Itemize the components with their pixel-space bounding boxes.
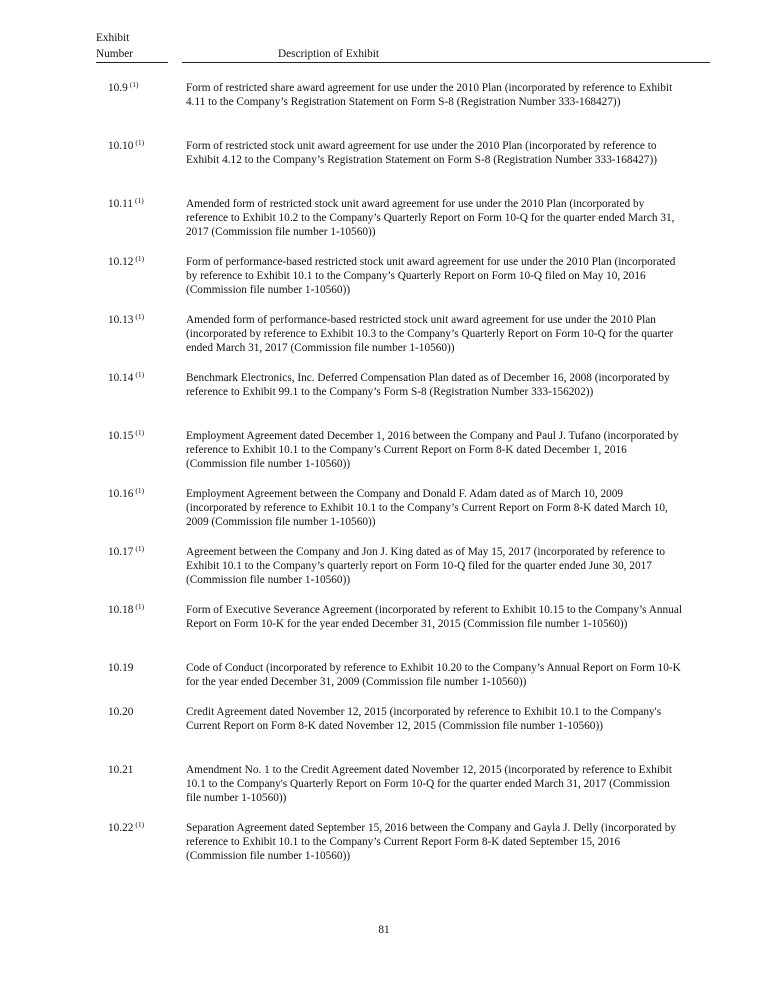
exhibit-number	[108, 371, 178, 385]
exhibit-number-value: 10.13	[108, 314, 134, 326]
exhibit-header-line1: Exhibit	[96, 32, 130, 44]
exhibit-number	[108, 763, 178, 777]
exhibit-number	[108, 255, 178, 269]
exhibit-description: Employment Agreement dated December 1, 2016 between the Company and Paul J. Tufano (incorporated by reference to Exhibit 10.1 to the Company’s Current Report on Form 8-K dated December 1, 2016 (Commission file number 1-10560))	[186, 430, 679, 470]
exhibit-number-value: 10.15	[108, 430, 134, 442]
exhibit-description: Employment Agreement between the Company and Donald F. Adam dated as of March 10, 2009 (incorporated by reference to Exhibit 10.1 to the Company’s Current Report on Form 8-K dated March 10, 2009 (Commission file number 1-10560))	[186, 488, 668, 528]
exhibit-row	[0, 487, 768, 545]
page-number: 81	[378, 924, 390, 936]
exhibit-number	[108, 821, 178, 835]
exhibit-number-value: 10.18	[108, 604, 134, 616]
exhibit-row	[0, 81, 768, 139]
exhibit-footnote-marker: (1)	[135, 486, 145, 495]
exhibit-number-value: 10.20	[108, 706, 134, 718]
description-header-label: Description of Exhibit	[278, 48, 380, 60]
exhibit-number-value: 10.17	[108, 546, 134, 558]
exhibit-number	[108, 603, 178, 617]
exhibit-table-header	[96, 31, 710, 65]
exhibit-description: Separation Agreement dated September 15, 2016 between the Company and Gayla J. Delly (incorporated by reference to Exhibit 10.1 to the Company’s Current Report Form 8-K dated September 15, 2016 (Commission file number 1-10560))	[186, 822, 677, 862]
exhibit-description: Benchmark Electronics, Inc. Deferred Compensation Plan dated as of December 16, 2008 (incorporated by reference to Exhibit 99.1 to the Company’s Form S-8 (Registration Number 333-156202))	[186, 372, 670, 398]
exhibit-description: Amendment No. 1 to the Credit Agreement dated November 12, 2015 (incorporated by reference to Exhibit 10.1 to the Company's Quarterly Report on Form 10-Q for the quarter ended March 31, 2017 (Commission file number 1-10560))	[186, 764, 672, 804]
exhibit-number	[108, 197, 178, 211]
exhibit-row	[0, 763, 768, 821]
exhibit-number	[108, 545, 178, 559]
exhibit-number	[108, 429, 178, 443]
exhibit-description: Form of restricted share award agreement for use under the 2010 Plan (incorporated by reference to Exhibit 4.11 to the Company’s Registration Statement on Form S-8 (Registration Number 333-168427))	[186, 82, 673, 108]
description-column-header	[182, 47, 710, 63]
exhibit-row	[0, 603, 768, 661]
exhibit-number-column-header	[96, 31, 168, 63]
exhibit-number	[108, 313, 178, 327]
exhibit-description: Amended form of restricted stock unit award agreement for use under the 2010 Plan (incorporated by reference to Exhibit 10.2 to the Company’s Quarterly Report on Form 10-Q for the quarter ended March 31, 2017 (Commission file number 1-10560))	[186, 198, 675, 238]
exhibit-description: Form of restricted stock unit award agreement for use under the 2010 Plan (incorporated by reference to Exhibit 4.12 to the Company’s Registration Statement on Form S-8 (Registration Number 333-168427))	[186, 140, 657, 166]
exhibit-number-value: 10.16	[108, 488, 134, 500]
exhibit-number-value: 10.9	[108, 82, 128, 94]
exhibit-footnote-marker: (1)	[135, 254, 145, 263]
exhibit-number-value: 10.22	[108, 822, 134, 834]
exhibit-row	[0, 197, 768, 255]
exhibit-row	[0, 661, 768, 705]
exhibit-number	[108, 81, 178, 95]
exhibit-row	[0, 545, 768, 603]
exhibit-description: Amended form of performance-based restricted stock unit award agreement for use under the 2010 Plan (incorporated by reference to Exhibit 10.3 to the Company’s Quarterly Report on Form 10-Q for the quarter ended March 31, 2017 (Commission file number 1-10560))	[186, 314, 674, 354]
exhibit-row	[0, 371, 768, 429]
exhibit-number	[108, 705, 178, 719]
exhibit-row	[0, 255, 768, 313]
exhibit-number-value: 10.19	[108, 662, 134, 674]
exhibit-footnote-marker: (1)	[135, 820, 145, 829]
exhibit-header-line2: Number	[96, 47, 168, 63]
exhibit-description: Form of performance-based restricted stock unit award agreement for use under the 2010 Plan (incorporated by reference to Exhibit 10.1 to the Company’s Quarterly Report on Form 10-Q filed on May 10, 2016 (Commission file number 1-10560))	[186, 256, 676, 296]
exhibit-footnote-marker: (1)	[135, 428, 145, 437]
exhibit-description: Form of Executive Severance Agreement (incorporated by referent to Exhibit 10.15 to the Company’s Annual Report on Form 10-K for the year ended December 31, 2015 (Commission file number 1-10560))	[186, 604, 682, 630]
exhibit-footnote-marker: (1)	[129, 80, 139, 89]
exhibit-footnote-marker: (1)	[135, 312, 145, 321]
exhibit-row	[0, 139, 768, 197]
exhibit-description: Credit Agreement dated November 12, 2015 (incorporated by reference to Exhibit 10.1 to the Company's Current Report on Form 8-K dated November 12, 2015 (Commission file number 1-10560))	[186, 706, 662, 732]
exhibit-description: Agreement between the Company and Jon J. King dated as of May 15, 2017 (incorporated by reference to Exhibit 10.1 to the Company’s quarterly report on Form 10-Q filed for the quarter ended June 30, 2017 (Commission file number 1-10560))	[186, 546, 666, 586]
exhibit-number-value: 10.21	[108, 764, 134, 776]
exhibit-footnote-marker: (1)	[135, 370, 145, 379]
exhibit-number-value: 10.11	[108, 198, 133, 210]
exhibit-row	[0, 705, 768, 763]
exhibit-footnote-marker: (1)	[135, 544, 145, 553]
exhibit-footnote-marker: (1)	[135, 196, 144, 205]
exhibit-list	[0, 81, 768, 879]
exhibit-footnote-marker: (1)	[135, 602, 145, 611]
exhibit-number-value: 10.10	[108, 140, 134, 152]
exhibit-number-value: 10.14	[108, 372, 134, 384]
exhibit-description: Code of Conduct (incorporated by reference to Exhibit 10.20 to the Company’s Annual Report on Form 10-K for the year ended December 31, 2009 (Commission file number 1-10560))	[186, 662, 681, 688]
exhibit-row	[0, 821, 768, 879]
exhibit-number	[108, 661, 178, 675]
exhibit-row	[0, 429, 768, 487]
exhibit-footnote-marker: (1)	[135, 138, 145, 147]
exhibit-number	[108, 487, 178, 501]
exhibit-row	[0, 313, 768, 371]
exhibit-number-value: 10.12	[108, 256, 134, 268]
exhibit-number	[108, 139, 178, 153]
